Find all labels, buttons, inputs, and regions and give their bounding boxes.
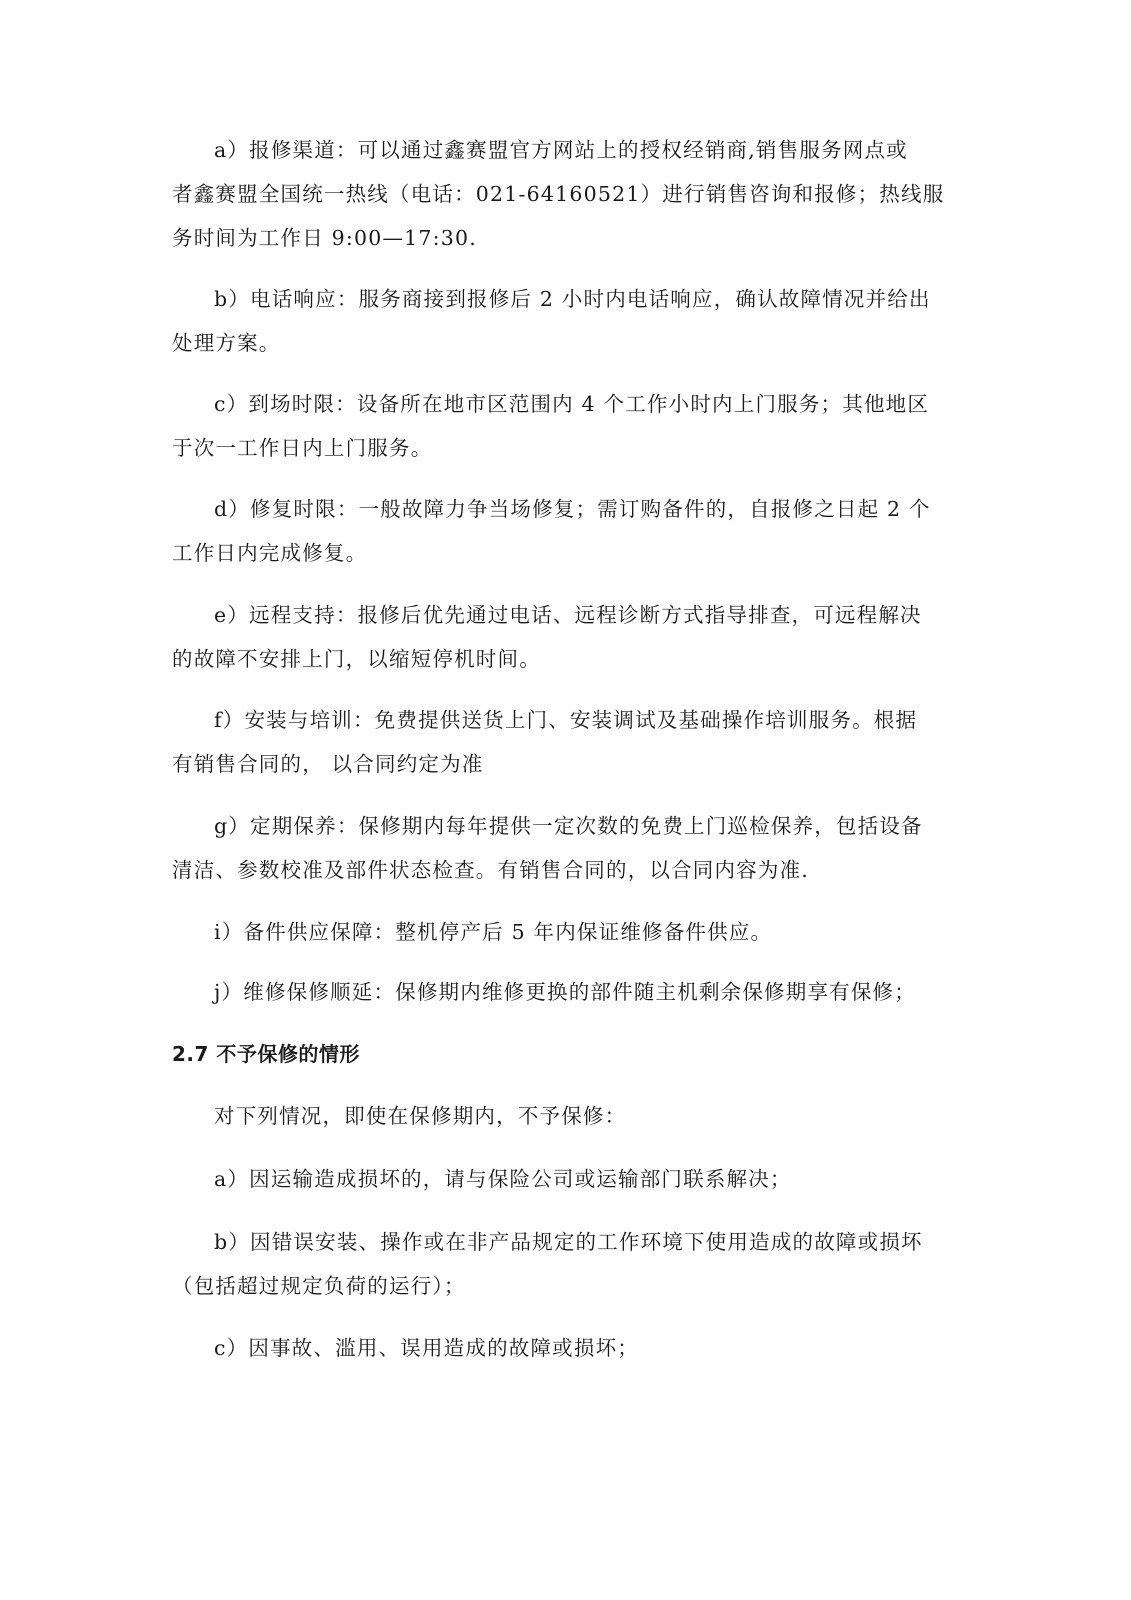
paragraph-line: e）远程支持：报修后优先通过电话、远程诊断方式指导排查，可远程解决 [214,603,922,627]
warranty-item-j [172,970,962,1014]
paragraph-line: f）安装与培训：免费提供送货上门、安装调试及基础操作培训服务。根据 [214,708,918,732]
paragraph-line: （包括超过规定负荷的运行）； [172,1274,466,1298]
exclusion-item-b [172,1220,962,1308]
warranty-item-a [172,128,962,260]
paragraph-line: 工作日内完成修复。 [172,541,368,565]
paragraph-line: 有销售合同的， 以合同约定为准 [172,752,484,776]
paragraph-line: j）维修保修顺延：保修期内维修更换的部件随主机剩余保修期享有保修； [214,980,916,1004]
warranty-item-b [172,277,962,365]
paragraph-line: b）电话响应：服务商接到报修后 2 小时内电话响应，确认故障情况并给出 [214,287,931,311]
warranty-item-g [172,804,962,892]
warranty-item-i [172,910,962,954]
paragraph-line: 处理方案。 [172,331,281,355]
paragraph-line: g）定期保养：保修期内每年提供一定次数的免费上门巡检保养，包括设备 [214,814,923,838]
paragraph-line: 务时间为工作日 9:00—17:30. [172,226,477,250]
exclusion-item-c [172,1326,962,1370]
paragraph-line: c）因事故、滥用、误用造成的故障或损坏； [214,1336,639,1360]
warranty-item-e [172,593,962,681]
warranty-item-d [172,487,962,575]
paragraph-line: i）备件供应保障：整机停产后 5 年内保证维修备件供应。 [214,920,773,944]
paragraph-line: 清洁、参数校准及部件状态检查。有销售合同的，以合同内容为准. [172,858,810,882]
paragraph-line: 于次一工作日内上门服务。 [172,436,433,460]
section-heading: 2.7 不予保修的情形 [172,1042,360,1066]
warranty-item-f [172,698,962,786]
warranty-item-c [172,382,962,470]
paragraph-line: c）到场时限：设备所在地市区范围内 4 个工作小时内上门服务；其他地区 [214,392,930,416]
paragraph-line: 对下列情况，即使在保修期内，不予保修： [214,1104,627,1128]
paragraph-line: 的故障不安排上门，以缩短停机时间。 [172,647,541,671]
exclusion-item-a [172,1157,962,1201]
paragraph-line: 者鑫赛盟全国统一热线（电话：021-64160521）进行销售咨询和报修；热线服 [172,182,945,206]
paragraph-line: a）因运输造成损坏的，请与保险公司或运输部门联系解决； [214,1167,792,1191]
exclusion-intro [172,1094,962,1138]
paragraph-line: a）报修渠道：可以通过鑫赛盟官方网站上的授权经销商,销售服务网点或 [214,138,908,162]
paragraph-line: b）因错误安装、操作或在非产品规定的工作环境下使用造成的故障或损坏 [214,1230,923,1254]
paragraph-line: d）修复时限：一般故障力争当场修复；需订购备件的，自报修之日起 2 个 [214,497,931,521]
